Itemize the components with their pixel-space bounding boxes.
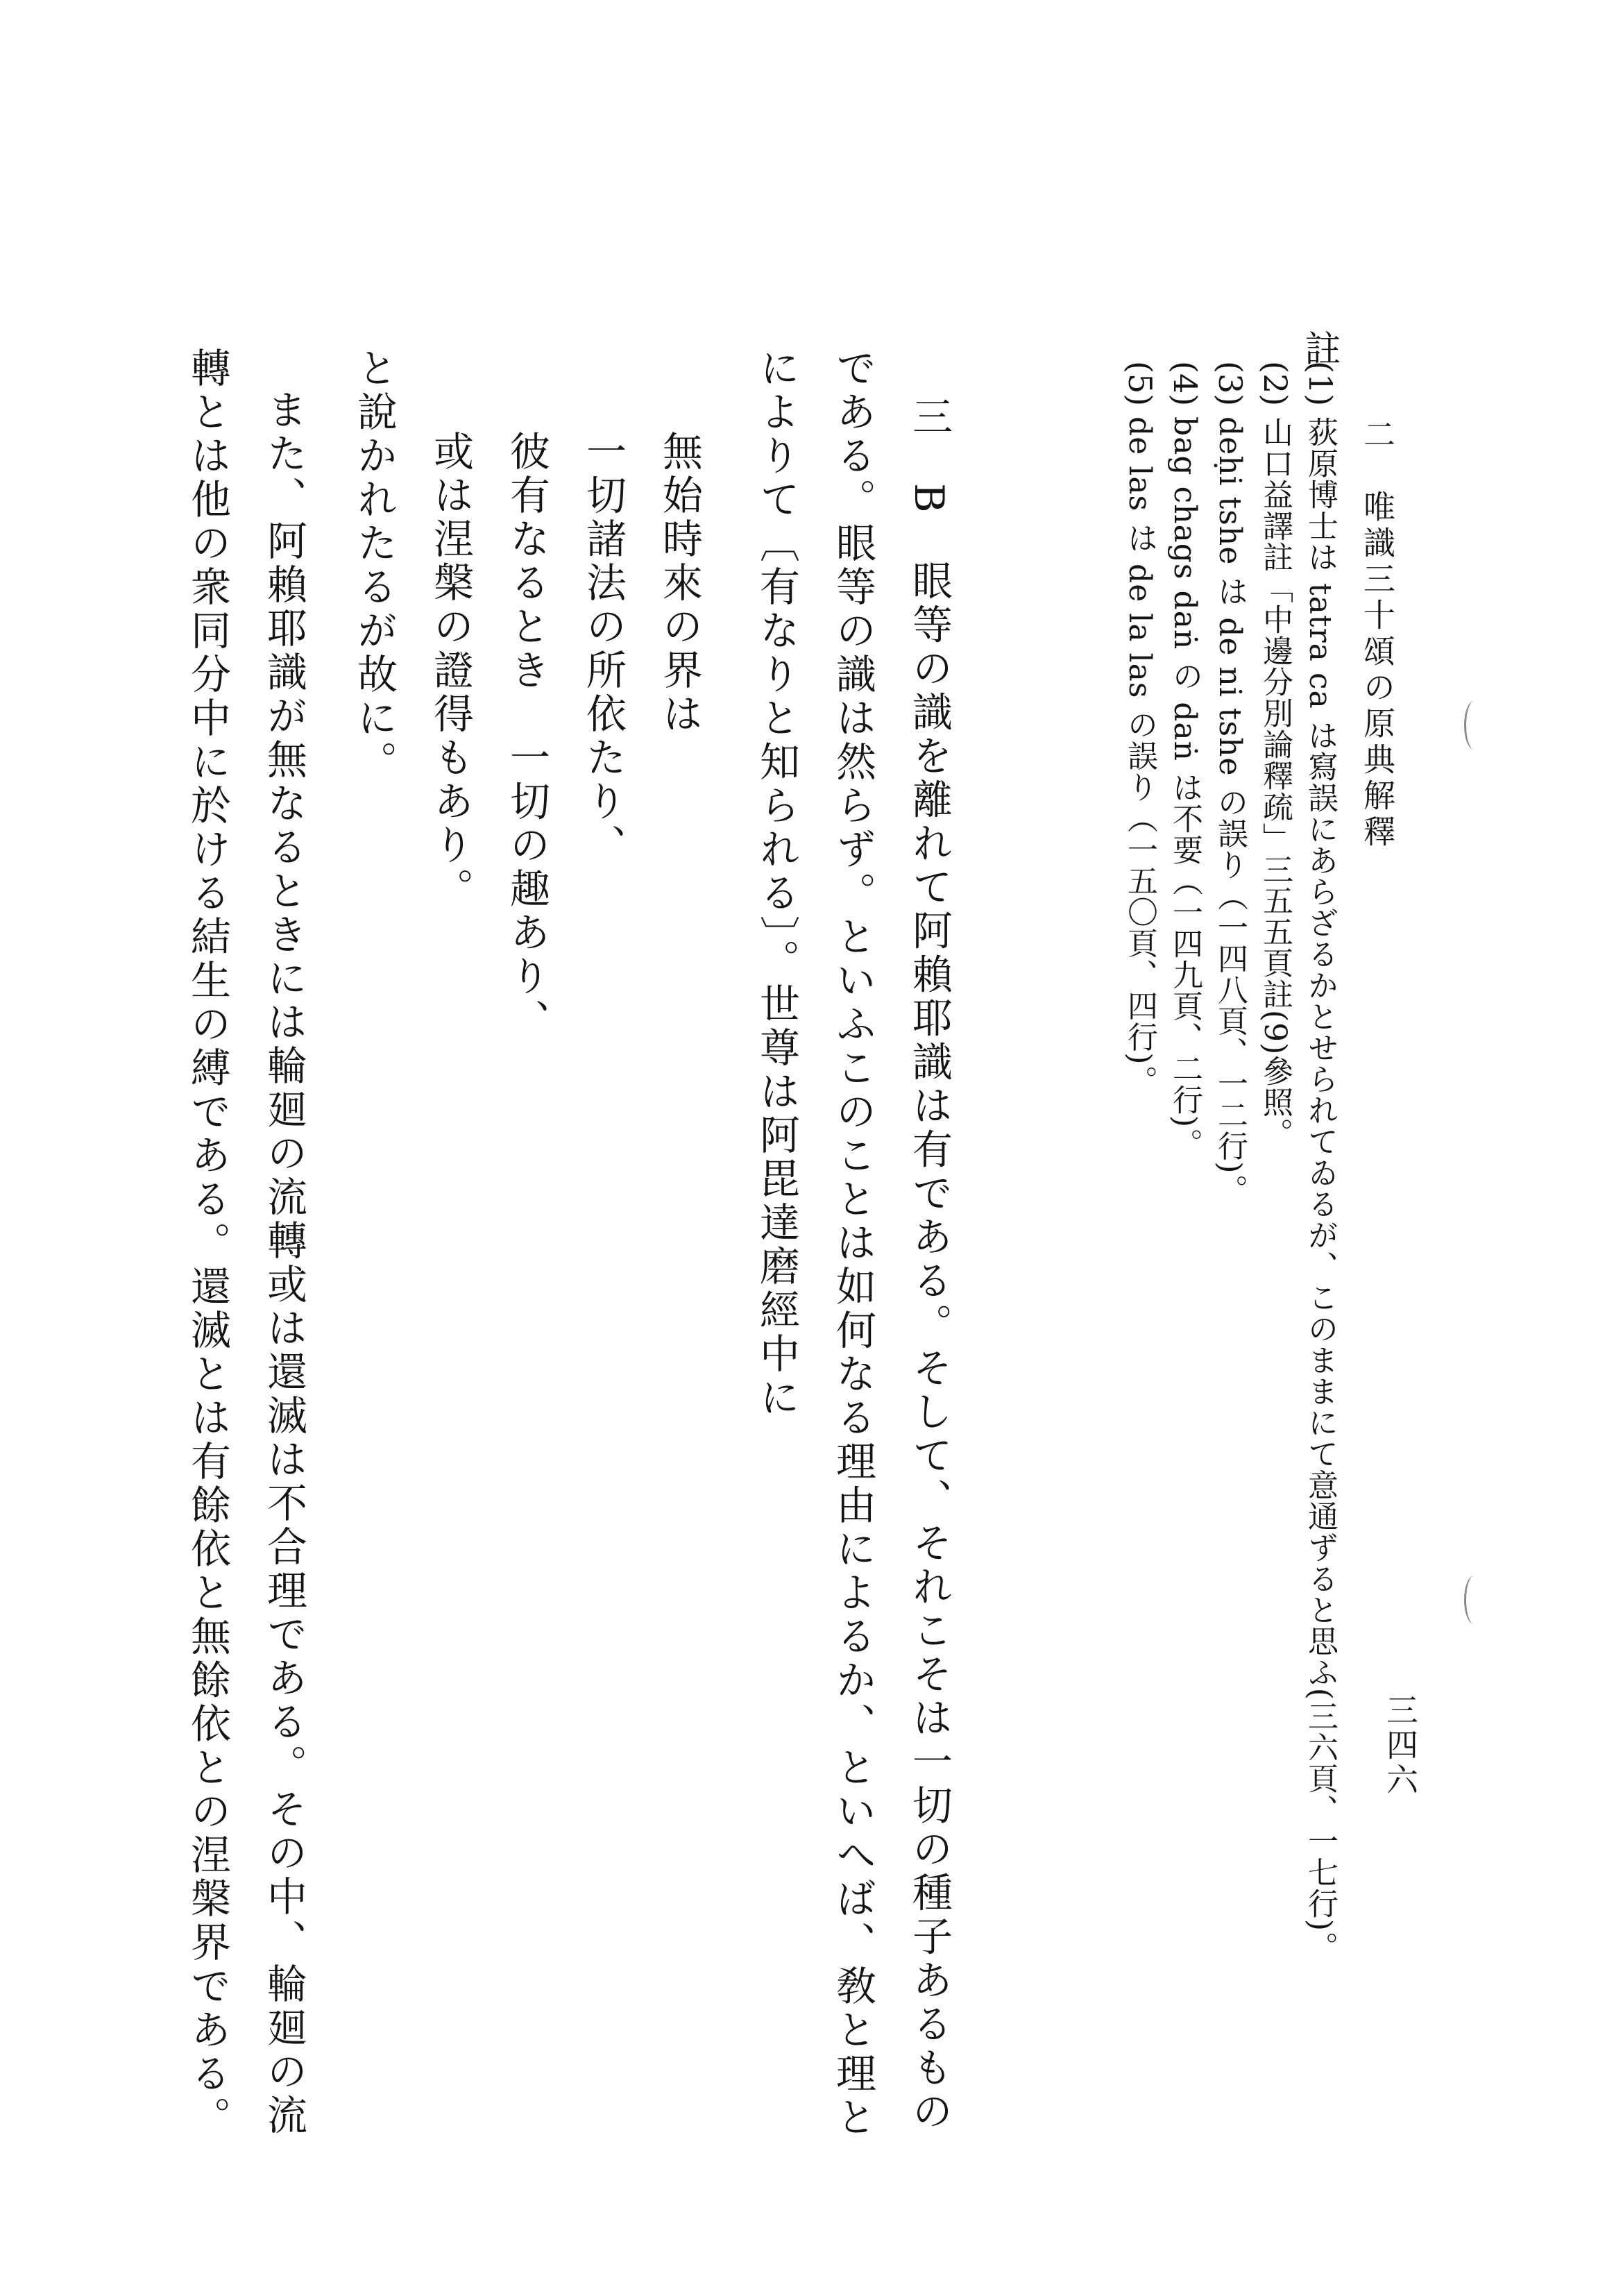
note-text-2: 山口益譯註「中邊分別論釋疏」三五五頁註(9)參照。 <box>1257 416 1293 1149</box>
verse-line-2: 一切諸法の所依たり、 <box>579 430 627 868</box>
body-paragraph-2-line-1: また、阿賴耶識が無なるときには輪廻の流轉或は還滅は不合理である。その中、輪廻の流 <box>260 389 307 2138</box>
note-marker-1: (1) <box>1302 361 1339 407</box>
verse-line-4: 或は涅槃の證得もあり。 <box>427 430 474 911</box>
running-head: 二 唯識三十頌の原典解釋 <box>1359 418 1396 851</box>
note-marker-4: (4) <box>1166 361 1204 407</box>
note-text-4: bag chags daṅ の daṅ は不要（一四九頁、二行)。 <box>1167 416 1203 1160</box>
note-text-1: 荻原博士は tatra ca は寫誤にあらざるかとせられてゐるが、このままにて意通ずると思ふ(三六頁、一七行)。 <box>1302 416 1338 1964</box>
body-paragraph-1-line-3: によりて〔有なりと知られる〕。世尊は阿毘達磨經中に <box>753 347 800 1420</box>
verse-line-1: 無始時來の界は <box>656 430 703 736</box>
note-marker-3: (3) <box>1212 361 1249 407</box>
page-number: 三四六 <box>1382 1694 1419 1798</box>
verse-line-3: 彼有なるとき 一切の趣あり、 <box>503 430 550 1043</box>
margin-bracket-mark <box>1464 1576 1484 1624</box>
note-marker-5: (5) <box>1121 361 1159 407</box>
closing-line: と說かれたるが故に。 <box>350 347 398 784</box>
margin-bracket-mark <box>1464 701 1484 750</box>
note-text-5: de las は de la las の誤り（一五〇頁、四行)。 <box>1122 416 1157 1097</box>
body-paragraph-1-line-2: である。眼等の識は然らず。といふこのことは如何なる理由によるか、といへば、敎と理と <box>829 347 876 2140</box>
notes-heading: 註 <box>1298 330 1340 366</box>
note-marker-2: (2) <box>1257 361 1294 407</box>
note-text-3: deḥi tshe は de ni tshe の誤り（一四八頁、一二行)。 <box>1212 416 1248 1206</box>
body-paragraph-2-line-2: 轉とは他の衆同分中に於ける結生の縛である。還滅とは有餘依と無餘依との涅槃界である。 <box>184 347 231 2140</box>
body-paragraph-1-line-1: 三 B 眼等の識を離れて阿賴耶識は有である。そして、それこそは一切の種子あるもの <box>906 396 953 2134</box>
